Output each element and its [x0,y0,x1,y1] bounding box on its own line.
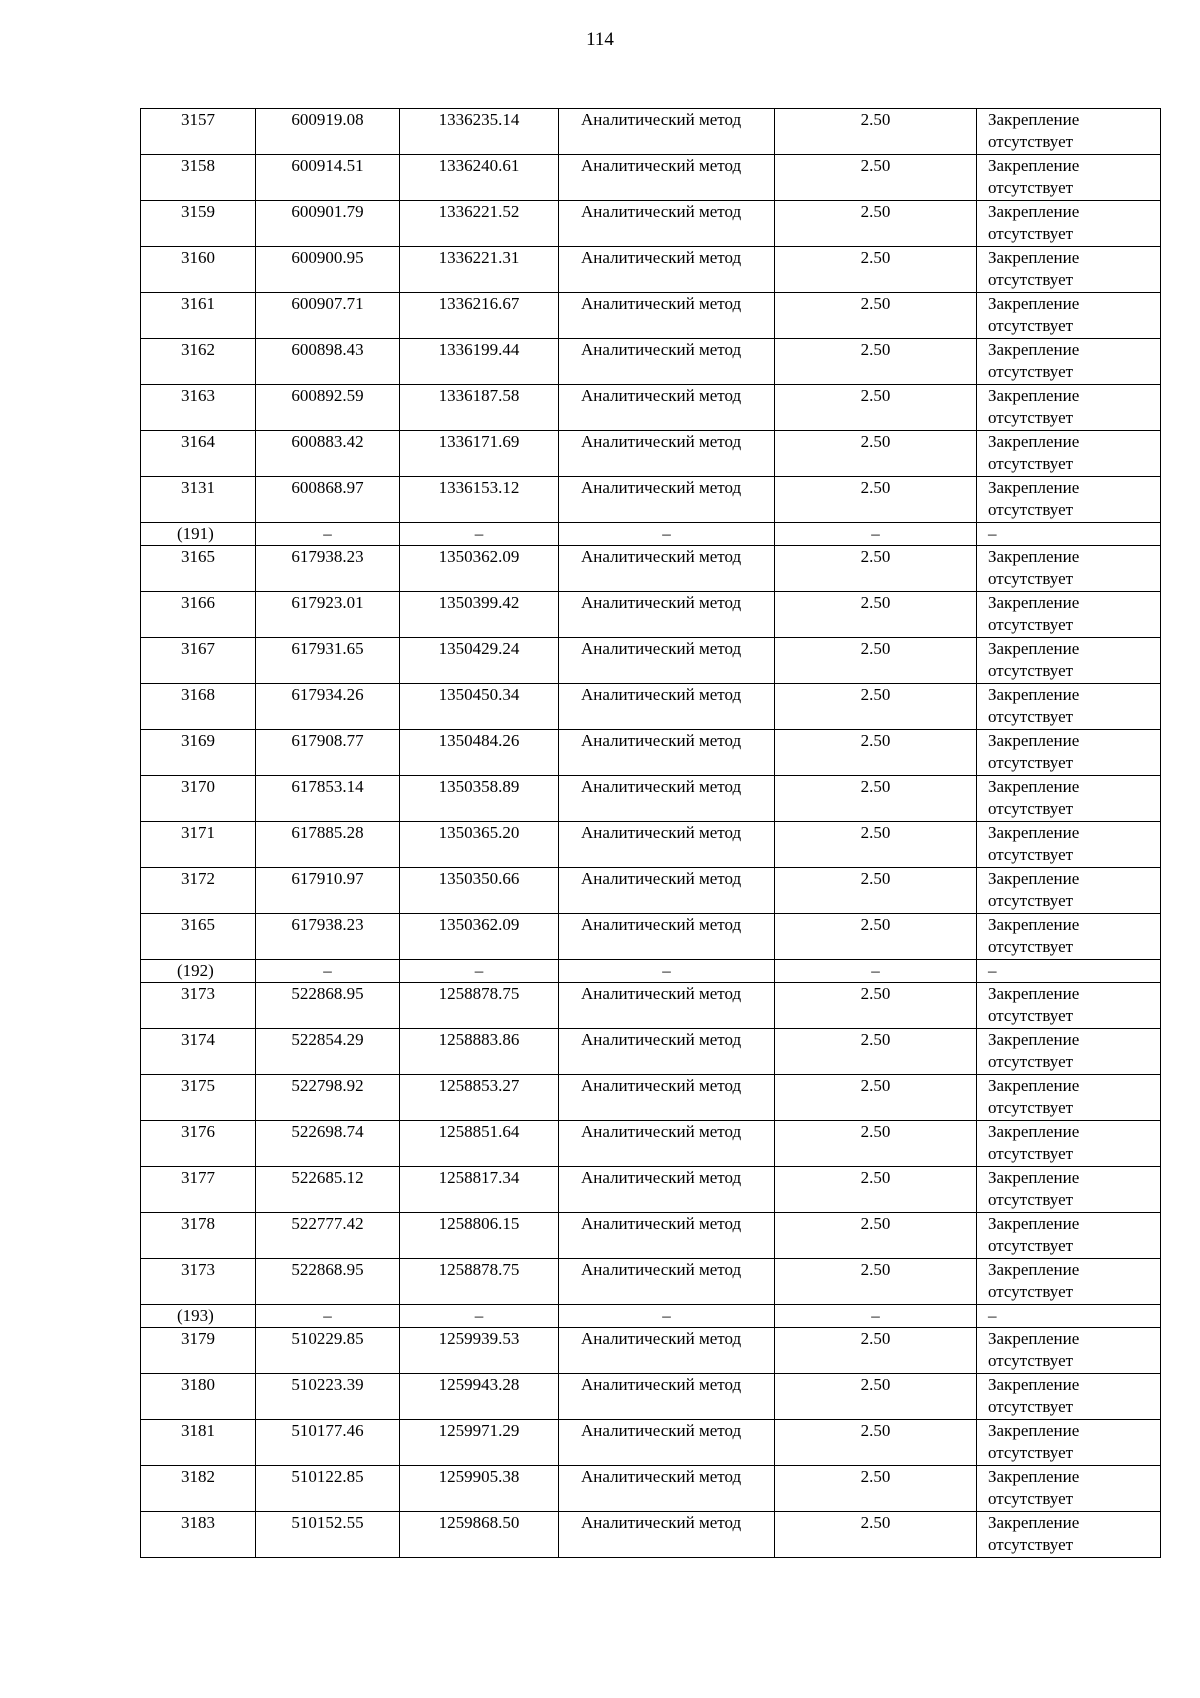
coord-x: 617885.28 [256,822,400,868]
coord-x: 617938.23 [256,914,400,960]
fixing-cell: Закрепление отсутствует [977,914,1161,960]
point-number: 3174 [141,1029,256,1075]
coord-x: 522868.95 [256,983,400,1029]
fixing-cell: Закрепление отсутствует [977,546,1161,592]
method-cell: Аналитический метод [559,684,775,730]
empty-dash: – [559,523,775,546]
accuracy-cell: 2.50 [775,983,977,1029]
table-row [141,1420,1161,1466]
fixing-cell: Закрепление отсутствует [977,201,1161,247]
method-cell: Аналитический метод [559,201,775,247]
table-row [141,914,1161,960]
table-row [141,592,1161,638]
table-row [141,109,1161,155]
point-number: 3176 [141,1121,256,1167]
coord-x: 617908.77 [256,730,400,776]
accuracy-cell: 2.50 [775,155,977,201]
accuracy-cell: 2.50 [775,914,977,960]
accuracy-cell: 2.50 [775,431,977,477]
coord-y: 1259868.50 [400,1512,559,1558]
fixing-cell: Закрепление отсутствует [977,684,1161,730]
coord-y: 1336240.61 [400,155,559,201]
fixing-cell: Закрепление отсутствует [977,1167,1161,1213]
coord-x: 617910.97 [256,868,400,914]
accuracy-cell: 2.50 [775,1121,977,1167]
coord-x: 600898.43 [256,339,400,385]
empty-dash: – [400,1305,559,1328]
coord-y: 1350484.26 [400,730,559,776]
accuracy-cell: 2.50 [775,638,977,684]
accuracy-cell: 2.50 [775,868,977,914]
accuracy-cell: 2.50 [775,684,977,730]
coord-y: 1259943.28 [400,1374,559,1420]
method-cell: Аналитический метод [559,983,775,1029]
coord-y: 1350399.42 [400,592,559,638]
coord-x: 617938.23 [256,546,400,592]
point-number: 3169 [141,730,256,776]
section-separator-row [141,1305,1161,1328]
coord-y: 1259905.38 [400,1466,559,1512]
accuracy-cell: 2.50 [775,1029,977,1075]
empty-dash: – [400,960,559,983]
empty-dash: – [977,523,1161,546]
point-number: 3173 [141,983,256,1029]
coord-y: 1336221.52 [400,201,559,247]
coord-y: 1258878.75 [400,983,559,1029]
method-cell: Аналитический метод [559,293,775,339]
accuracy-cell: 2.50 [775,546,977,592]
coord-x: 522698.74 [256,1121,400,1167]
coord-x: 510122.85 [256,1466,400,1512]
table-row [141,546,1161,592]
table-row [141,1328,1161,1374]
coord-y: 1258806.15 [400,1213,559,1259]
coord-y: 1258817.34 [400,1167,559,1213]
coord-x: 600900.95 [256,247,400,293]
empty-dash: – [256,523,400,546]
coord-x: 617934.26 [256,684,400,730]
coord-y: 1336235.14 [400,109,559,155]
point-number: 3162 [141,339,256,385]
point-number: 3175 [141,1075,256,1121]
accuracy-cell: 2.50 [775,201,977,247]
fixing-cell: Закрепление отсутствует [977,1512,1161,1558]
table-row [141,868,1161,914]
fixing-cell: Закрепление отсутствует [977,1029,1161,1075]
coord-x: 600883.42 [256,431,400,477]
empty-dash: – [400,523,559,546]
coord-x: 510229.85 [256,1328,400,1374]
coord-x: 522868.95 [256,1259,400,1305]
point-number: 3165 [141,546,256,592]
fixing-cell: Закрепление отсутствует [977,868,1161,914]
fixing-cell: Закрепление отсутствует [977,592,1161,638]
method-cell: Аналитический метод [559,109,775,155]
accuracy-cell: 2.50 [775,776,977,822]
point-number: 3173 [141,1259,256,1305]
fixing-cell: Закрепление отсутствует [977,431,1161,477]
table-row [141,730,1161,776]
coord-y: 1350429.24 [400,638,559,684]
accuracy-cell: 2.50 [775,730,977,776]
coord-x: 600892.59 [256,385,400,431]
table-row [141,1512,1161,1558]
method-cell: Аналитический метод [559,1259,775,1305]
point-number: 3172 [141,868,256,914]
table-row [141,684,1161,730]
point-number: 3167 [141,638,256,684]
method-cell: Аналитический метод [559,638,775,684]
method-cell: Аналитический метод [559,1374,775,1420]
table-row [141,1466,1161,1512]
accuracy-cell: 2.50 [775,1075,977,1121]
method-cell: Аналитический метод [559,247,775,293]
point-number: 3177 [141,1167,256,1213]
point-number: 3163 [141,385,256,431]
fixing-cell: Закрепление отсутствует [977,730,1161,776]
fixing-cell: Закрепление отсутствует [977,339,1161,385]
table-row [141,201,1161,247]
method-cell: Аналитический метод [559,431,775,477]
empty-dash: – [256,960,400,983]
fixing-cell: Закрепление отсутствует [977,1213,1161,1259]
accuracy-cell: 2.50 [775,339,977,385]
fixing-cell: Закрепление отсутствует [977,155,1161,201]
coord-y: 1336153.12 [400,477,559,523]
point-number: 3170 [141,776,256,822]
accuracy-cell: 2.50 [775,1466,977,1512]
empty-dash: – [977,1305,1161,1328]
accuracy-cell: 2.50 [775,477,977,523]
coord-x: 600907.71 [256,293,400,339]
point-number: 3166 [141,592,256,638]
table-row [141,822,1161,868]
coord-y: 1259971.29 [400,1420,559,1466]
coord-y: 1350362.09 [400,914,559,960]
method-cell: Аналитический метод [559,730,775,776]
method-cell: Аналитический метод [559,546,775,592]
method-cell: Аналитический метод [559,1121,775,1167]
coordinates-table [140,108,1161,1558]
point-number: 3157 [141,109,256,155]
fixing-cell: Закрепление отсутствует [977,1374,1161,1420]
empty-dash: – [256,1305,400,1328]
coord-y: 1336187.58 [400,385,559,431]
table-row [141,247,1161,293]
point-number: 3181 [141,1420,256,1466]
table-row [141,638,1161,684]
method-cell: Аналитический метод [559,868,775,914]
table-row [141,1213,1161,1259]
coord-y: 1258851.64 [400,1121,559,1167]
table-row [141,1029,1161,1075]
table-row [141,776,1161,822]
coord-y: 1259939.53 [400,1328,559,1374]
method-cell: Аналитический метод [559,1420,775,1466]
accuracy-cell: 2.50 [775,1167,977,1213]
coord-x: 510152.55 [256,1512,400,1558]
coord-x: 617923.01 [256,592,400,638]
fixing-cell: Закрепление отсутствует [977,1075,1161,1121]
coord-x: 617853.14 [256,776,400,822]
table-row [141,431,1161,477]
coord-y: 1336216.67 [400,293,559,339]
fixing-cell: Закрепление отсутствует [977,247,1161,293]
accuracy-cell: 2.50 [775,592,977,638]
point-number: 3165 [141,914,256,960]
point-number: 3183 [141,1512,256,1558]
coord-x: 522685.12 [256,1167,400,1213]
accuracy-cell: 2.50 [775,109,977,155]
empty-dash: – [977,960,1161,983]
fixing-cell: Закрепление отсутствует [977,1420,1161,1466]
fixing-cell: Закрепление отсутствует [977,1466,1161,1512]
table-row [141,155,1161,201]
table-row [141,1075,1161,1121]
point-number: 3160 [141,247,256,293]
method-cell: Аналитический метод [559,592,775,638]
accuracy-cell: 2.50 [775,822,977,868]
coord-x: 522777.42 [256,1213,400,1259]
fixing-cell: Закрепление отсутствует [977,822,1161,868]
coord-y: 1350362.09 [400,546,559,592]
accuracy-cell: 2.50 [775,1420,977,1466]
coord-x: 600914.51 [256,155,400,201]
coord-x: 600901.79 [256,201,400,247]
coordinates-table-body [141,109,1161,1558]
point-number: 3180 [141,1374,256,1420]
point-number: 3171 [141,822,256,868]
empty-dash: – [559,960,775,983]
method-cell: Аналитический метод [559,155,775,201]
table-row [141,1259,1161,1305]
accuracy-cell: 2.50 [775,1328,977,1374]
accuracy-cell: 2.50 [775,1374,977,1420]
section-separator-row [141,960,1161,983]
fixing-cell: Закрепление отсутствует [977,1259,1161,1305]
fixing-cell: Закрепление отсутствует [977,385,1161,431]
point-number: 3161 [141,293,256,339]
method-cell: Аналитический метод [559,914,775,960]
method-cell: Аналитический метод [559,477,775,523]
section-label: (193) [141,1305,256,1328]
table-row [141,1167,1161,1213]
fixing-cell: Закрепление отсутствует [977,776,1161,822]
coord-x: 600919.08 [256,109,400,155]
fixing-cell: Закрепление отсутствует [977,983,1161,1029]
method-cell: Аналитический метод [559,822,775,868]
method-cell: Аналитический метод [559,1213,775,1259]
coord-y: 1350450.34 [400,684,559,730]
coord-x: 510223.39 [256,1374,400,1420]
fixing-cell: Закрепление отсутствует [977,109,1161,155]
method-cell: Аналитический метод [559,339,775,385]
point-number: 3182 [141,1466,256,1512]
accuracy-cell: 2.50 [775,1213,977,1259]
coord-y: 1258853.27 [400,1075,559,1121]
fixing-cell: Закрепление отсутствует [977,477,1161,523]
table-row [141,1121,1161,1167]
method-cell: Аналитический метод [559,776,775,822]
accuracy-cell: 2.50 [775,1259,977,1305]
empty-dash: – [775,960,977,983]
table-row [141,385,1161,431]
method-cell: Аналитический метод [559,1328,775,1374]
accuracy-cell: 2.50 [775,293,977,339]
method-cell: Аналитический метод [559,1167,775,1213]
table-row [141,293,1161,339]
method-cell: Аналитический метод [559,385,775,431]
section-label: (192) [141,960,256,983]
coord-x: 600868.97 [256,477,400,523]
coord-y: 1336171.69 [400,431,559,477]
accuracy-cell: 2.50 [775,1512,977,1558]
fixing-cell: Закрепление отсутствует [977,638,1161,684]
method-cell: Аналитический метод [559,1029,775,1075]
fixing-cell: Закрепление отсутствует [977,1328,1161,1374]
fixing-cell: Закрепление отсутствует [977,1121,1161,1167]
coord-y: 1258883.86 [400,1029,559,1075]
table-row [141,477,1161,523]
point-number: 3158 [141,155,256,201]
table-row [141,983,1161,1029]
point-number: 3159 [141,201,256,247]
coord-x: 617931.65 [256,638,400,684]
point-number: 3179 [141,1328,256,1374]
coord-y: 1350358.89 [400,776,559,822]
coord-y: 1336199.44 [400,339,559,385]
table-row [141,339,1161,385]
method-cell: Аналитический метод [559,1466,775,1512]
coord-y: 1258878.75 [400,1259,559,1305]
accuracy-cell: 2.50 [775,247,977,293]
point-number: 3131 [141,477,256,523]
method-cell: Аналитический метод [559,1512,775,1558]
table-row [141,1374,1161,1420]
coord-x: 510177.46 [256,1420,400,1466]
page-number: 114 [586,29,614,50]
point-number: 3168 [141,684,256,730]
coord-y: 1350365.20 [400,822,559,868]
empty-dash: – [775,523,977,546]
point-number: 3164 [141,431,256,477]
fixing-cell: Закрепление отсутствует [977,293,1161,339]
empty-dash: – [559,1305,775,1328]
method-cell: Аналитический метод [559,1075,775,1121]
empty-dash: – [775,1305,977,1328]
accuracy-cell: 2.50 [775,385,977,431]
coord-x: 522854.29 [256,1029,400,1075]
coord-y: 1350350.66 [400,868,559,914]
point-number: 3178 [141,1213,256,1259]
section-separator-row [141,523,1161,546]
coord-y: 1336221.31 [400,247,559,293]
coord-x: 522798.92 [256,1075,400,1121]
section-label: (191) [141,523,256,546]
